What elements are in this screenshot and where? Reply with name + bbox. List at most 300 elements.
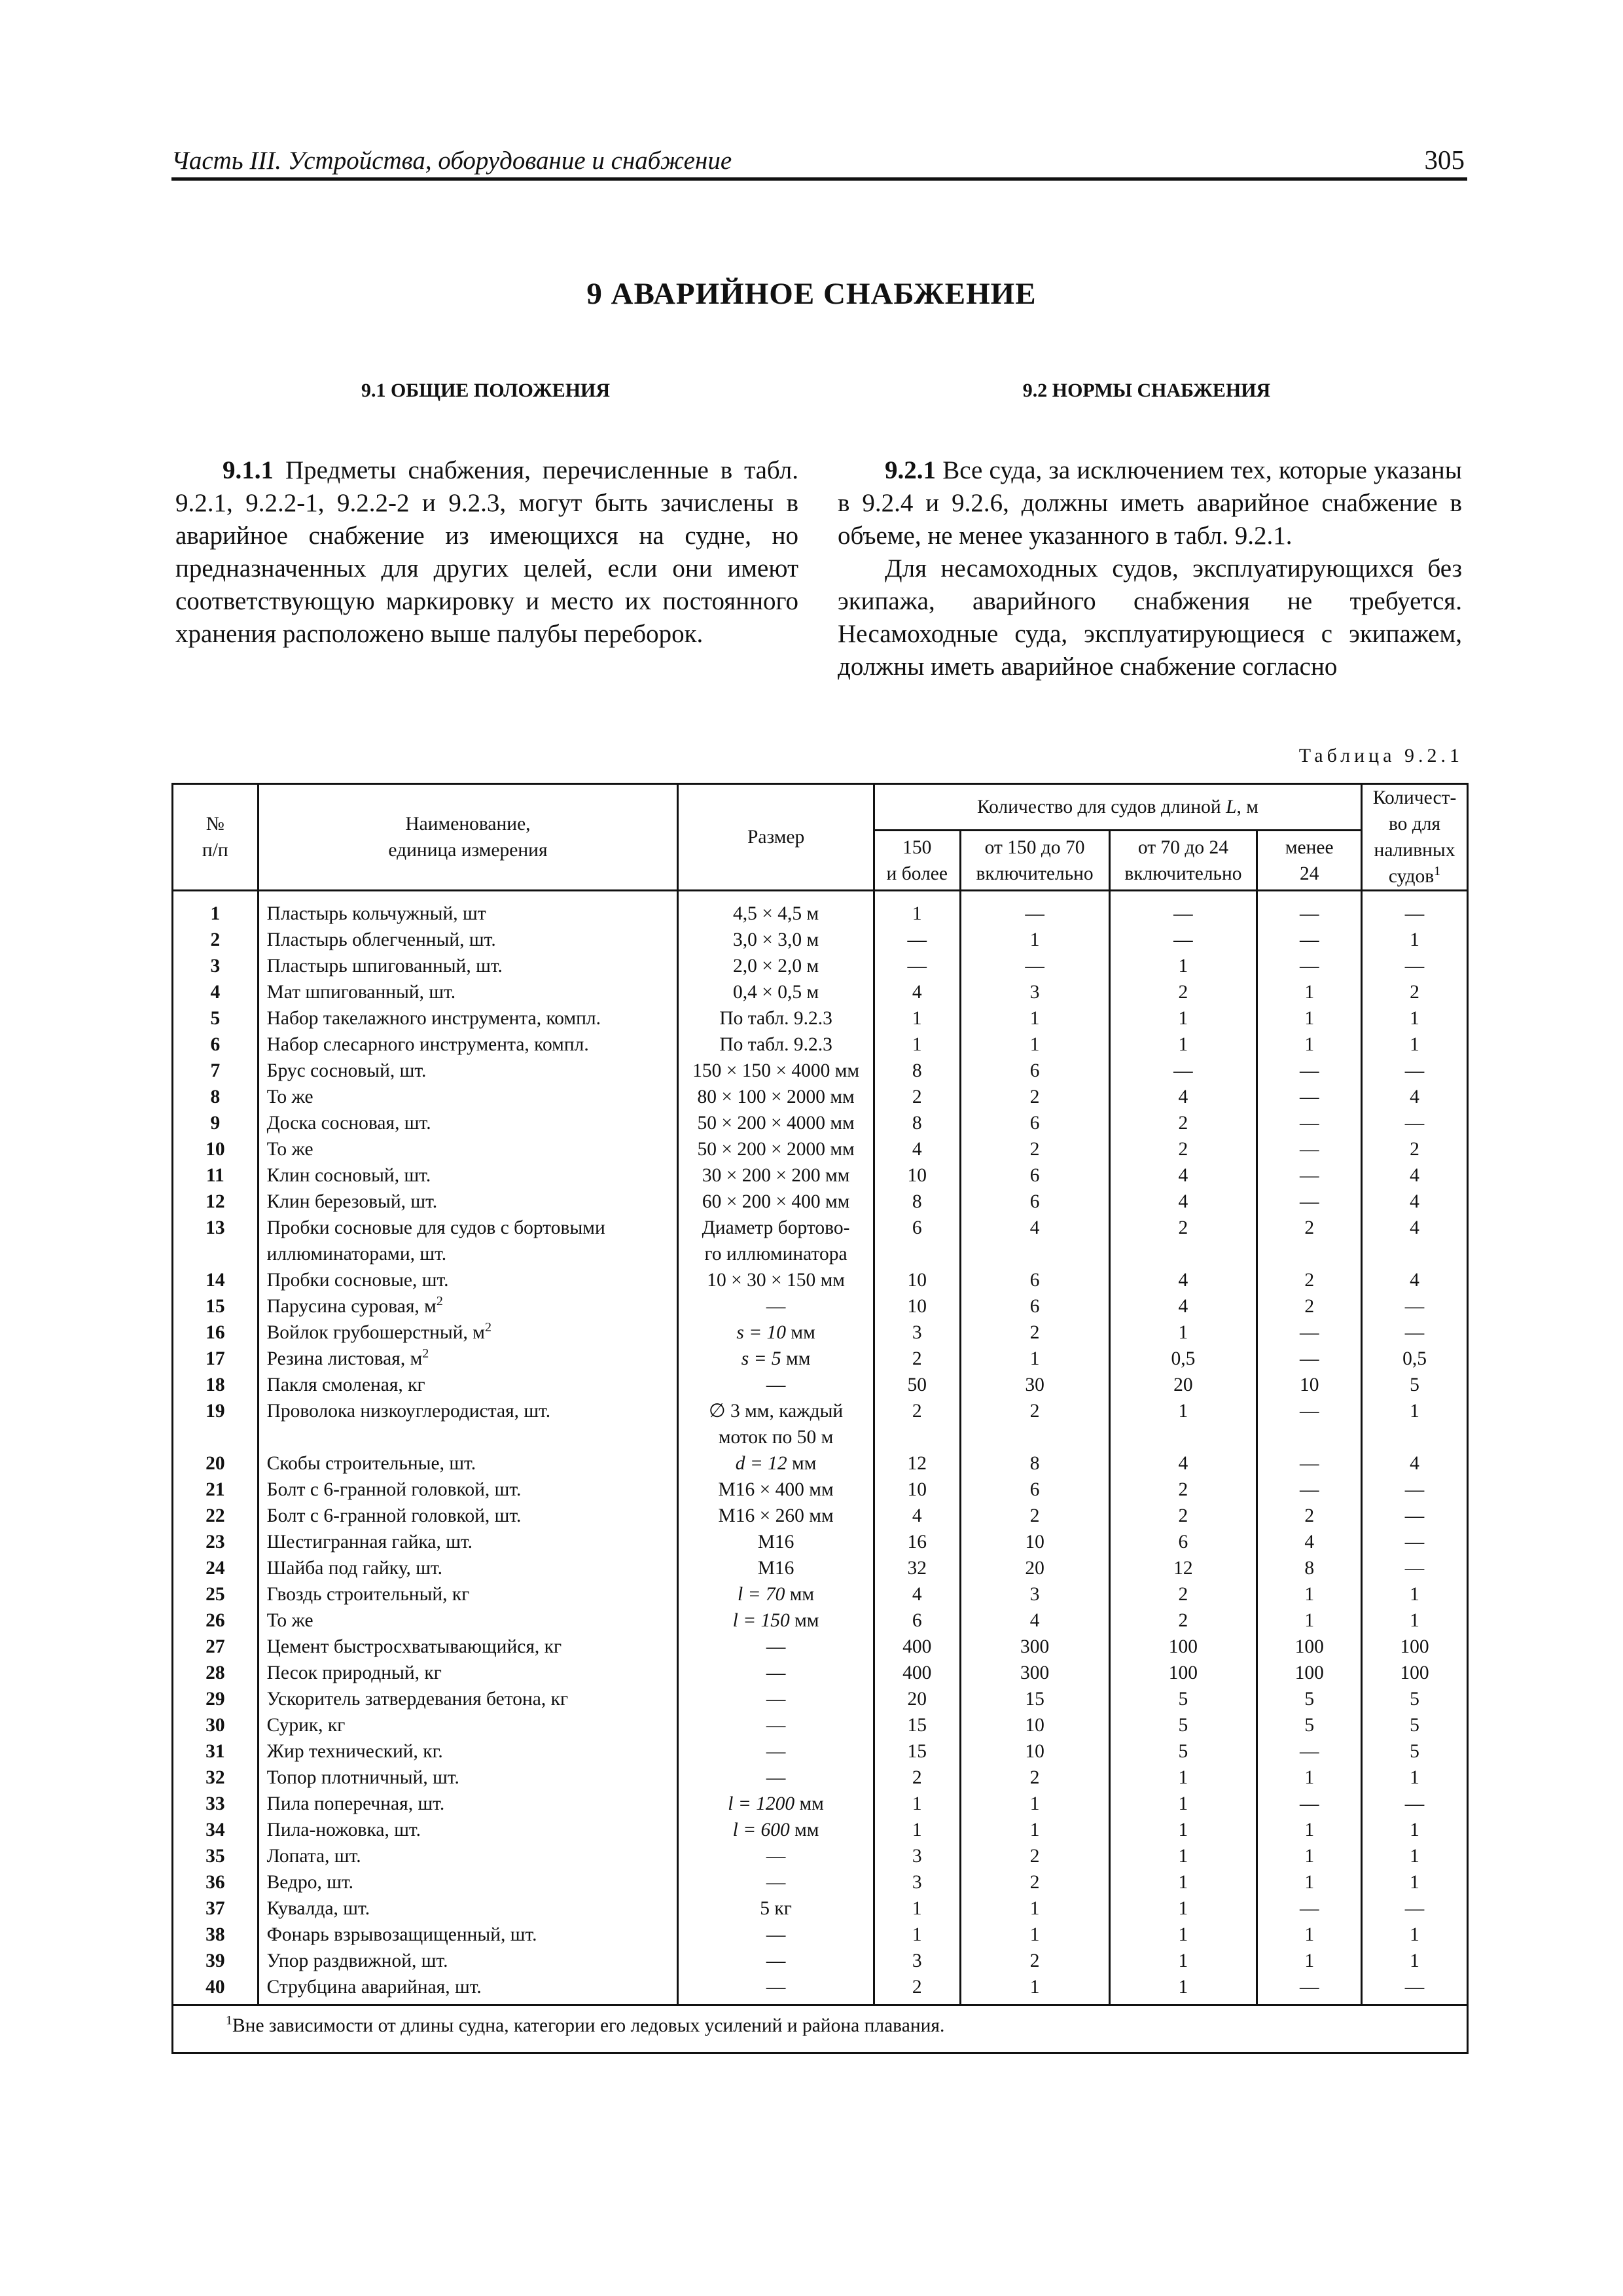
row-qty-5: —: [1362, 1319, 1468, 1346]
row-number: 19: [173, 1398, 259, 1450]
row-qty-2: 15: [960, 1686, 1109, 1712]
section-heading-9-1: 9.1 ОБЩИЕ ПОЛОЖЕНИЯ: [361, 380, 611, 401]
row-qty-5: 2: [1362, 1136, 1468, 1162]
row-qty-3: 2: [1109, 979, 1257, 1005]
row-qty-5: 4: [1362, 1450, 1468, 1477]
row-name: Войлок грубошерстный, $м^2$: [258, 1319, 678, 1346]
row-qty-2: 2: [960, 1084, 1109, 1110]
row-qty-5: —: [1362, 1555, 1468, 1581]
table-row: [173, 1477, 1468, 1503]
row-qty-4: —: [1257, 1058, 1362, 1084]
row-qty-5: 1: [1362, 1031, 1468, 1058]
row-number: 14: [173, 1267, 259, 1293]
row-name: Клин сосновый, шт.: [258, 1162, 678, 1189]
row-number: 12: [173, 1189, 259, 1215]
section-heading-9-2: 9.2 НОРМЫ СНАБЖЕНИЯ: [1022, 380, 1271, 401]
header-150-70: от 150 до 70 включительно: [960, 831, 1109, 891]
row-name: Мат шпигованный, шт.: [258, 979, 678, 1005]
row-size: 10 × 30 × 150 мм: [678, 1267, 874, 1293]
row-size: d = 12 мм: [678, 1450, 874, 1477]
table-row: [173, 1503, 1468, 1529]
row-name: Резина листовая, $м^2$: [258, 1346, 678, 1372]
row-qty-1: —: [874, 927, 960, 953]
row-size: По табл. 9.2.3: [678, 1031, 874, 1058]
row-name: Шайба под гайку, шт.: [258, 1555, 678, 1581]
row-qty-1: 2: [874, 1398, 960, 1450]
row-qty-1: 2: [874, 1974, 960, 2005]
row-qty-1: 3: [874, 1843, 960, 1869]
row-name: Ускоритель затвердевания бетона, кг: [258, 1686, 678, 1712]
row-qty-3: 4: [1109, 1450, 1257, 1477]
row-number: 38: [173, 1922, 259, 1948]
row-qty-1: 6: [874, 1607, 960, 1634]
row-number: 4: [173, 979, 259, 1005]
row-qty-5: —: [1362, 1503, 1468, 1529]
row-qty-2: 1: [960, 1974, 1109, 2005]
row-number: 27: [173, 1634, 259, 1660]
row-qty-3: 1: [1109, 1005, 1257, 1031]
row-name: Жир технический, кг.: [258, 1738, 678, 1765]
row-name: Сурик, кг: [258, 1712, 678, 1738]
row-qty-3: 4: [1109, 1293, 1257, 1319]
row-qty-2: 2: [960, 1843, 1109, 1869]
row-qty-1: 15: [874, 1712, 960, 1738]
row-qty-3: 4: [1109, 1189, 1257, 1215]
row-qty-2: 2: [960, 1765, 1109, 1791]
row-name: Пластырь шпигованный, шт.: [258, 953, 678, 979]
row-qty-3: 100: [1109, 1634, 1257, 1660]
table-row: [173, 1581, 1468, 1607]
row-name: Брус сосновый, шт.: [258, 1058, 678, 1084]
row-name: Цемент быстросхватывающийся, кг: [258, 1634, 678, 1660]
row-qty-2: 10: [960, 1712, 1109, 1738]
row-qty-1: —: [874, 953, 960, 979]
row-qty-2: 6: [960, 1267, 1109, 1293]
row-qty-5: —: [1362, 1058, 1468, 1084]
row-qty-4: 2: [1257, 1215, 1362, 1267]
table-row: [173, 1765, 1468, 1791]
paragraph-9-2-1: [838, 454, 1462, 552]
row-qty-4: —: [1257, 1477, 1362, 1503]
row-qty-4: 100: [1257, 1634, 1362, 1660]
table-row: [173, 1738, 1468, 1765]
row-number: 37: [173, 1895, 259, 1922]
row-qty-5: 5: [1362, 1712, 1468, 1738]
row-qty-3: 2: [1109, 1110, 1257, 1136]
row-number: 24: [173, 1555, 259, 1581]
row-qty-2: 6: [960, 1293, 1109, 1319]
row-qty-5: 0,5: [1362, 1346, 1468, 1372]
row-qty-2: 1: [960, 1346, 1109, 1372]
row-qty-4: —: [1257, 1895, 1362, 1922]
paragraph-number: 9.1.1: [223, 456, 274, 484]
row-qty-4: —: [1257, 1319, 1362, 1346]
row-number: 17: [173, 1346, 259, 1372]
row-qty-4: 1: [1257, 1031, 1362, 1058]
row-qty-1: 10: [874, 1267, 960, 1293]
row-number: 13: [173, 1215, 259, 1267]
row-qty-5: 4: [1362, 1084, 1468, 1110]
row-qty-3: 1: [1109, 1031, 1257, 1058]
row-size: 3,0 × 3,0 м: [678, 927, 874, 953]
row-qty-5: 1: [1362, 1843, 1468, 1869]
row-size: —: [678, 1660, 874, 1686]
row-number: 1: [173, 891, 259, 927]
row-qty-3: 1: [1109, 1765, 1257, 1791]
row-qty-3: 2: [1109, 1215, 1257, 1267]
row-qty-4: —: [1257, 891, 1362, 927]
row-qty-2: 3: [960, 1581, 1109, 1607]
row-qty-1: 1: [874, 1005, 960, 1031]
row-qty-2: 300: [960, 1634, 1109, 1660]
table-row: [173, 1817, 1468, 1843]
row-name: Топор плотничный, шт.: [258, 1765, 678, 1791]
row-name: Пакля смоленая, кг: [258, 1372, 678, 1398]
row-qty-4: 100: [1257, 1660, 1362, 1686]
row-size: —: [678, 1869, 874, 1895]
row-qty-1: 15: [874, 1738, 960, 1765]
row-qty-5: 5: [1362, 1738, 1468, 1765]
row-qty-4: 10: [1257, 1372, 1362, 1398]
row-number: 15: [173, 1293, 259, 1319]
row-qty-3: 0,5: [1109, 1346, 1257, 1372]
table-row: [173, 1895, 1468, 1922]
row-name: Песок природный, кг: [258, 1660, 678, 1686]
row-qty-1: 2: [874, 1084, 960, 1110]
row-qty-2: 6: [960, 1189, 1109, 1215]
row-qty-4: —: [1257, 1162, 1362, 1189]
row-number: 26: [173, 1607, 259, 1634]
header-rule: [171, 177, 1467, 181]
row-qty-3: 4: [1109, 1267, 1257, 1293]
table-row: [173, 979, 1468, 1005]
row-qty-4: 2: [1257, 1267, 1362, 1293]
row-name: Парусина суровая, $м^2$: [258, 1293, 678, 1319]
table-footnote: $^1$Вне зависимости от длины судна, категории его ледовых усилений и района плавания.: [173, 2005, 1468, 2053]
row-qty-5: 5: [1362, 1686, 1468, 1712]
row-qty-3: —: [1109, 891, 1257, 927]
row-qty-4: 1: [1257, 979, 1362, 1005]
row-qty-5: 1: [1362, 1581, 1468, 1607]
table-row: [173, 1005, 1468, 1031]
row-qty-1: 4: [874, 1136, 960, 1162]
row-size: —: [678, 1974, 874, 2005]
row-qty-4: —: [1257, 1084, 1362, 1110]
row-qty-1: 1: [874, 891, 960, 927]
row-qty-5: —: [1362, 1974, 1468, 2005]
row-size: l = 1200 мм: [678, 1791, 874, 1817]
row-qty-3: 6: [1109, 1529, 1257, 1555]
row-size: —: [678, 1738, 874, 1765]
row-size: Диаметр бортово- го иллюминатора: [678, 1215, 874, 1267]
row-qty-4: 1: [1257, 1607, 1362, 1634]
row-size: —: [678, 1293, 874, 1319]
row-qty-3: 2: [1109, 1136, 1257, 1162]
row-number: 20: [173, 1450, 259, 1477]
row-qty-1: 16: [874, 1529, 960, 1555]
table-row: [173, 1346, 1468, 1372]
row-qty-3: 2: [1109, 1503, 1257, 1529]
row-qty-2: 2: [960, 1136, 1109, 1162]
paragraph-9-1-1: [175, 454, 798, 651]
row-qty-3: 1: [1109, 1869, 1257, 1895]
row-size: 30 × 200 × 200 мм: [678, 1162, 874, 1189]
row-qty-1: 20: [874, 1686, 960, 1712]
left-column: [175, 454, 798, 651]
row-qty-3: 1: [1109, 1817, 1257, 1843]
row-qty-4: —: [1257, 927, 1362, 953]
row-qty-1: 10: [874, 1477, 960, 1503]
table-row: [173, 1843, 1468, 1869]
row-size: s = 5 мм: [678, 1346, 874, 1372]
row-qty-2: 4: [960, 1607, 1109, 1634]
table-row: [173, 1869, 1468, 1895]
header-tankers: Количест- во для наливных судов$^1$: [1362, 784, 1468, 891]
row-qty-5: 1: [1362, 1817, 1468, 1843]
row-qty-5: —: [1362, 891, 1468, 927]
table-row: [173, 1974, 1468, 2005]
row-qty-5: 4: [1362, 1267, 1468, 1293]
table-row: [173, 1607, 1468, 1634]
row-qty-5: —: [1362, 1791, 1468, 1817]
row-qty-4: 5: [1257, 1712, 1362, 1738]
row-qty-2: 1: [960, 1895, 1109, 1922]
row-qty-3: 4: [1109, 1162, 1257, 1189]
row-qty-1: 8: [874, 1058, 960, 1084]
row-qty-5: 1: [1362, 1607, 1468, 1634]
header-size: Размер: [678, 784, 874, 891]
table-row: [173, 1634, 1468, 1660]
row-size: —: [678, 1843, 874, 1869]
row-number: 18: [173, 1372, 259, 1398]
row-number: 2: [173, 927, 259, 953]
row-size: ∅ 3 мм, каждый моток по 50 м: [678, 1398, 874, 1450]
running-header-title: Часть III. Устройства, оборудование и снабжение: [171, 147, 732, 175]
row-qty-2: 2: [960, 1948, 1109, 1974]
row-qty-4: 2: [1257, 1503, 1362, 1529]
row-qty-1: 10: [874, 1162, 960, 1189]
row-size: —: [678, 1922, 874, 1948]
row-qty-4: —: [1257, 1791, 1362, 1817]
row-qty-2: 1: [960, 1005, 1109, 1031]
row-qty-5: —: [1362, 1477, 1468, 1503]
row-qty-2: 2: [960, 1319, 1109, 1346]
row-name: Скобы строительные, шт.: [258, 1450, 678, 1477]
row-qty-4: 5: [1257, 1686, 1362, 1712]
row-qty-2: 2: [960, 1869, 1109, 1895]
row-qty-2: 6: [960, 1477, 1109, 1503]
row-number: 34: [173, 1817, 259, 1843]
row-name: Клин березовый, шт.: [258, 1189, 678, 1215]
row-number: 16: [173, 1319, 259, 1346]
header-under-24: менее 24: [1257, 831, 1362, 891]
row-qty-2: 3: [960, 979, 1109, 1005]
row-number: 10: [173, 1136, 259, 1162]
row-qty-4: —: [1257, 1110, 1362, 1136]
row-number: 35: [173, 1843, 259, 1869]
row-qty-1: 1: [874, 1031, 960, 1058]
table-row: [173, 1660, 1468, 1686]
row-qty-5: 1: [1362, 1398, 1468, 1450]
table-body: [173, 891, 1468, 2005]
row-name: Гвоздь строительный, кг: [258, 1581, 678, 1607]
table-row: [173, 1031, 1468, 1058]
row-qty-2: 1: [960, 1817, 1109, 1843]
table-row: [173, 1058, 1468, 1084]
row-qty-3: 2: [1109, 1581, 1257, 1607]
table-row: [173, 1293, 1468, 1319]
row-qty-5: —: [1362, 1293, 1468, 1319]
row-qty-3: 1: [1109, 1319, 1257, 1346]
row-number: 21: [173, 1477, 259, 1503]
table-row: [173, 1267, 1468, 1293]
row-size: —: [678, 1712, 874, 1738]
paragraph-number: 9.2.1: [885, 456, 936, 484]
row-qty-3: —: [1109, 1058, 1257, 1084]
row-number: 30: [173, 1712, 259, 1738]
table-row: [173, 1162, 1468, 1189]
row-qty-3: 12: [1109, 1555, 1257, 1581]
table-row: [173, 1686, 1468, 1712]
row-number: 6: [173, 1031, 259, 1058]
row-qty-3: 1: [1109, 1843, 1257, 1869]
row-size: M16: [678, 1529, 874, 1555]
row-qty-3: 4: [1109, 1084, 1257, 1110]
table-row: [173, 1712, 1468, 1738]
row-number: 7: [173, 1058, 259, 1084]
row-qty-4: —: [1257, 1346, 1362, 1372]
row-name: Упор раздвижной, шт.: [258, 1948, 678, 1974]
row-qty-1: 2: [874, 1346, 960, 1372]
table-row: [173, 953, 1468, 979]
row-qty-5: 2: [1362, 979, 1468, 1005]
row-qty-4: —: [1257, 1398, 1362, 1450]
row-qty-3: 1: [1109, 953, 1257, 979]
row-qty-3: 1: [1109, 1948, 1257, 1974]
right-column: [838, 454, 1462, 683]
row-name: То же: [258, 1136, 678, 1162]
row-qty-5: 1: [1362, 1765, 1468, 1791]
row-name: Пластырь облегченный, шт.: [258, 927, 678, 953]
row-qty-2: 6: [960, 1162, 1109, 1189]
row-qty-5: 1: [1362, 1005, 1468, 1031]
row-name: Лопата, шт.: [258, 1843, 678, 1869]
row-qty-5: 100: [1362, 1634, 1468, 1660]
row-qty-2: 4: [960, 1215, 1109, 1267]
row-name: Пробки сосновые, шт.: [258, 1267, 678, 1293]
row-qty-3: 1: [1109, 1922, 1257, 1948]
row-name: Проволока низкоуглеродистая, шт.: [258, 1398, 678, 1450]
supply-table: [171, 783, 1469, 2054]
table-row: [173, 1110, 1468, 1136]
row-number: 23: [173, 1529, 259, 1555]
table-caption: Таблица 9.2.1: [1298, 745, 1463, 766]
row-number: 40: [173, 1974, 259, 2005]
row-qty-1: 3: [874, 1948, 960, 1974]
row-name: Ведро, шт.: [258, 1869, 678, 1895]
row-qty-5: —: [1362, 1110, 1468, 1136]
table-row: [173, 1922, 1468, 1948]
row-size: 50 × 200 × 2000 мм: [678, 1136, 874, 1162]
row-qty-4: 1: [1257, 1581, 1362, 1607]
row-qty-3: —: [1109, 927, 1257, 953]
row-name: Доска сосновая, шт.: [258, 1110, 678, 1136]
row-size: —: [678, 1948, 874, 1974]
paragraph-text: Все суда, за исключением тех, которые указаны в 9.2.4 и 9.2.6, должны иметь аварийное снабжение в объеме, не менее указанного в табл. 9.2.1.: [838, 456, 1462, 550]
row-qty-1: 1: [874, 1895, 960, 1922]
row-qty-3: 2: [1109, 1607, 1257, 1634]
row-qty-1: 1: [874, 1791, 960, 1817]
row-name: Фонарь взрывозащищенный, шт.: [258, 1922, 678, 1948]
row-qty-3: 5: [1109, 1686, 1257, 1712]
row-qty-1: 32: [874, 1555, 960, 1581]
row-name: Набор слесарного инструмента, компл.: [258, 1031, 678, 1058]
row-qty-1: 8: [874, 1189, 960, 1215]
row-qty-1: 12: [874, 1450, 960, 1477]
row-qty-1: 4: [874, 979, 960, 1005]
row-name: Болт с 6-гранной головкой, шт.: [258, 1477, 678, 1503]
table-row: [173, 891, 1468, 927]
row-qty-4: 1: [1257, 1922, 1362, 1948]
table-row: [173, 1529, 1468, 1555]
row-size: l = 150 мм: [678, 1607, 874, 1634]
row-qty-2: 10: [960, 1738, 1109, 1765]
row-qty-1: 400: [874, 1660, 960, 1686]
row-qty-4: 1: [1257, 1005, 1362, 1031]
row-qty-2: 2: [960, 1503, 1109, 1529]
table-row: [173, 1555, 1468, 1581]
row-qty-4: 1: [1257, 1817, 1362, 1843]
header-150-plus: 150 и более: [874, 831, 960, 891]
row-name: Пробки сосновые для судов с бортовыми иллюминаторами, шт.: [258, 1215, 678, 1267]
table-row: [173, 1189, 1468, 1215]
row-qty-2: 30: [960, 1372, 1109, 1398]
row-qty-1: 4: [874, 1503, 960, 1529]
row-size: По табл. 9.2.3: [678, 1005, 874, 1031]
row-size: 80 × 100 × 2000 мм: [678, 1084, 874, 1110]
row-qty-4: 1: [1257, 1843, 1362, 1869]
row-qty-1: 1: [874, 1817, 960, 1843]
row-number: 36: [173, 1869, 259, 1895]
row-size: 2,0 × 2,0 м: [678, 953, 874, 979]
row-qty-4: 8: [1257, 1555, 1362, 1581]
table-row: [173, 1450, 1468, 1477]
row-qty-1: 8: [874, 1110, 960, 1136]
row-qty-4: —: [1257, 1136, 1362, 1162]
row-size: l = 600 мм: [678, 1817, 874, 1843]
row-qty-2: 1: [960, 927, 1109, 953]
table-header: [173, 784, 1468, 891]
row-number: 8: [173, 1084, 259, 1110]
row-qty-1: 6: [874, 1215, 960, 1267]
table-row: [173, 1948, 1468, 1974]
row-qty-2: 8: [960, 1450, 1109, 1477]
row-number: 29: [173, 1686, 259, 1712]
table-row: [173, 1398, 1468, 1450]
row-qty-5: 1: [1362, 1922, 1468, 1948]
row-qty-4: 4: [1257, 1529, 1362, 1555]
row-qty-1: 1: [874, 1922, 960, 1948]
header-number: № п/п: [173, 784, 259, 891]
row-size: —: [678, 1765, 874, 1791]
row-qty-4: —: [1257, 1189, 1362, 1215]
row-qty-2: 1: [960, 1791, 1109, 1817]
table-row: [173, 1084, 1468, 1110]
row-number: 11: [173, 1162, 259, 1189]
row-qty-5: 4: [1362, 1215, 1468, 1267]
row-qty-3: 100: [1109, 1660, 1257, 1686]
row-size: M16 × 400 мм: [678, 1477, 874, 1503]
